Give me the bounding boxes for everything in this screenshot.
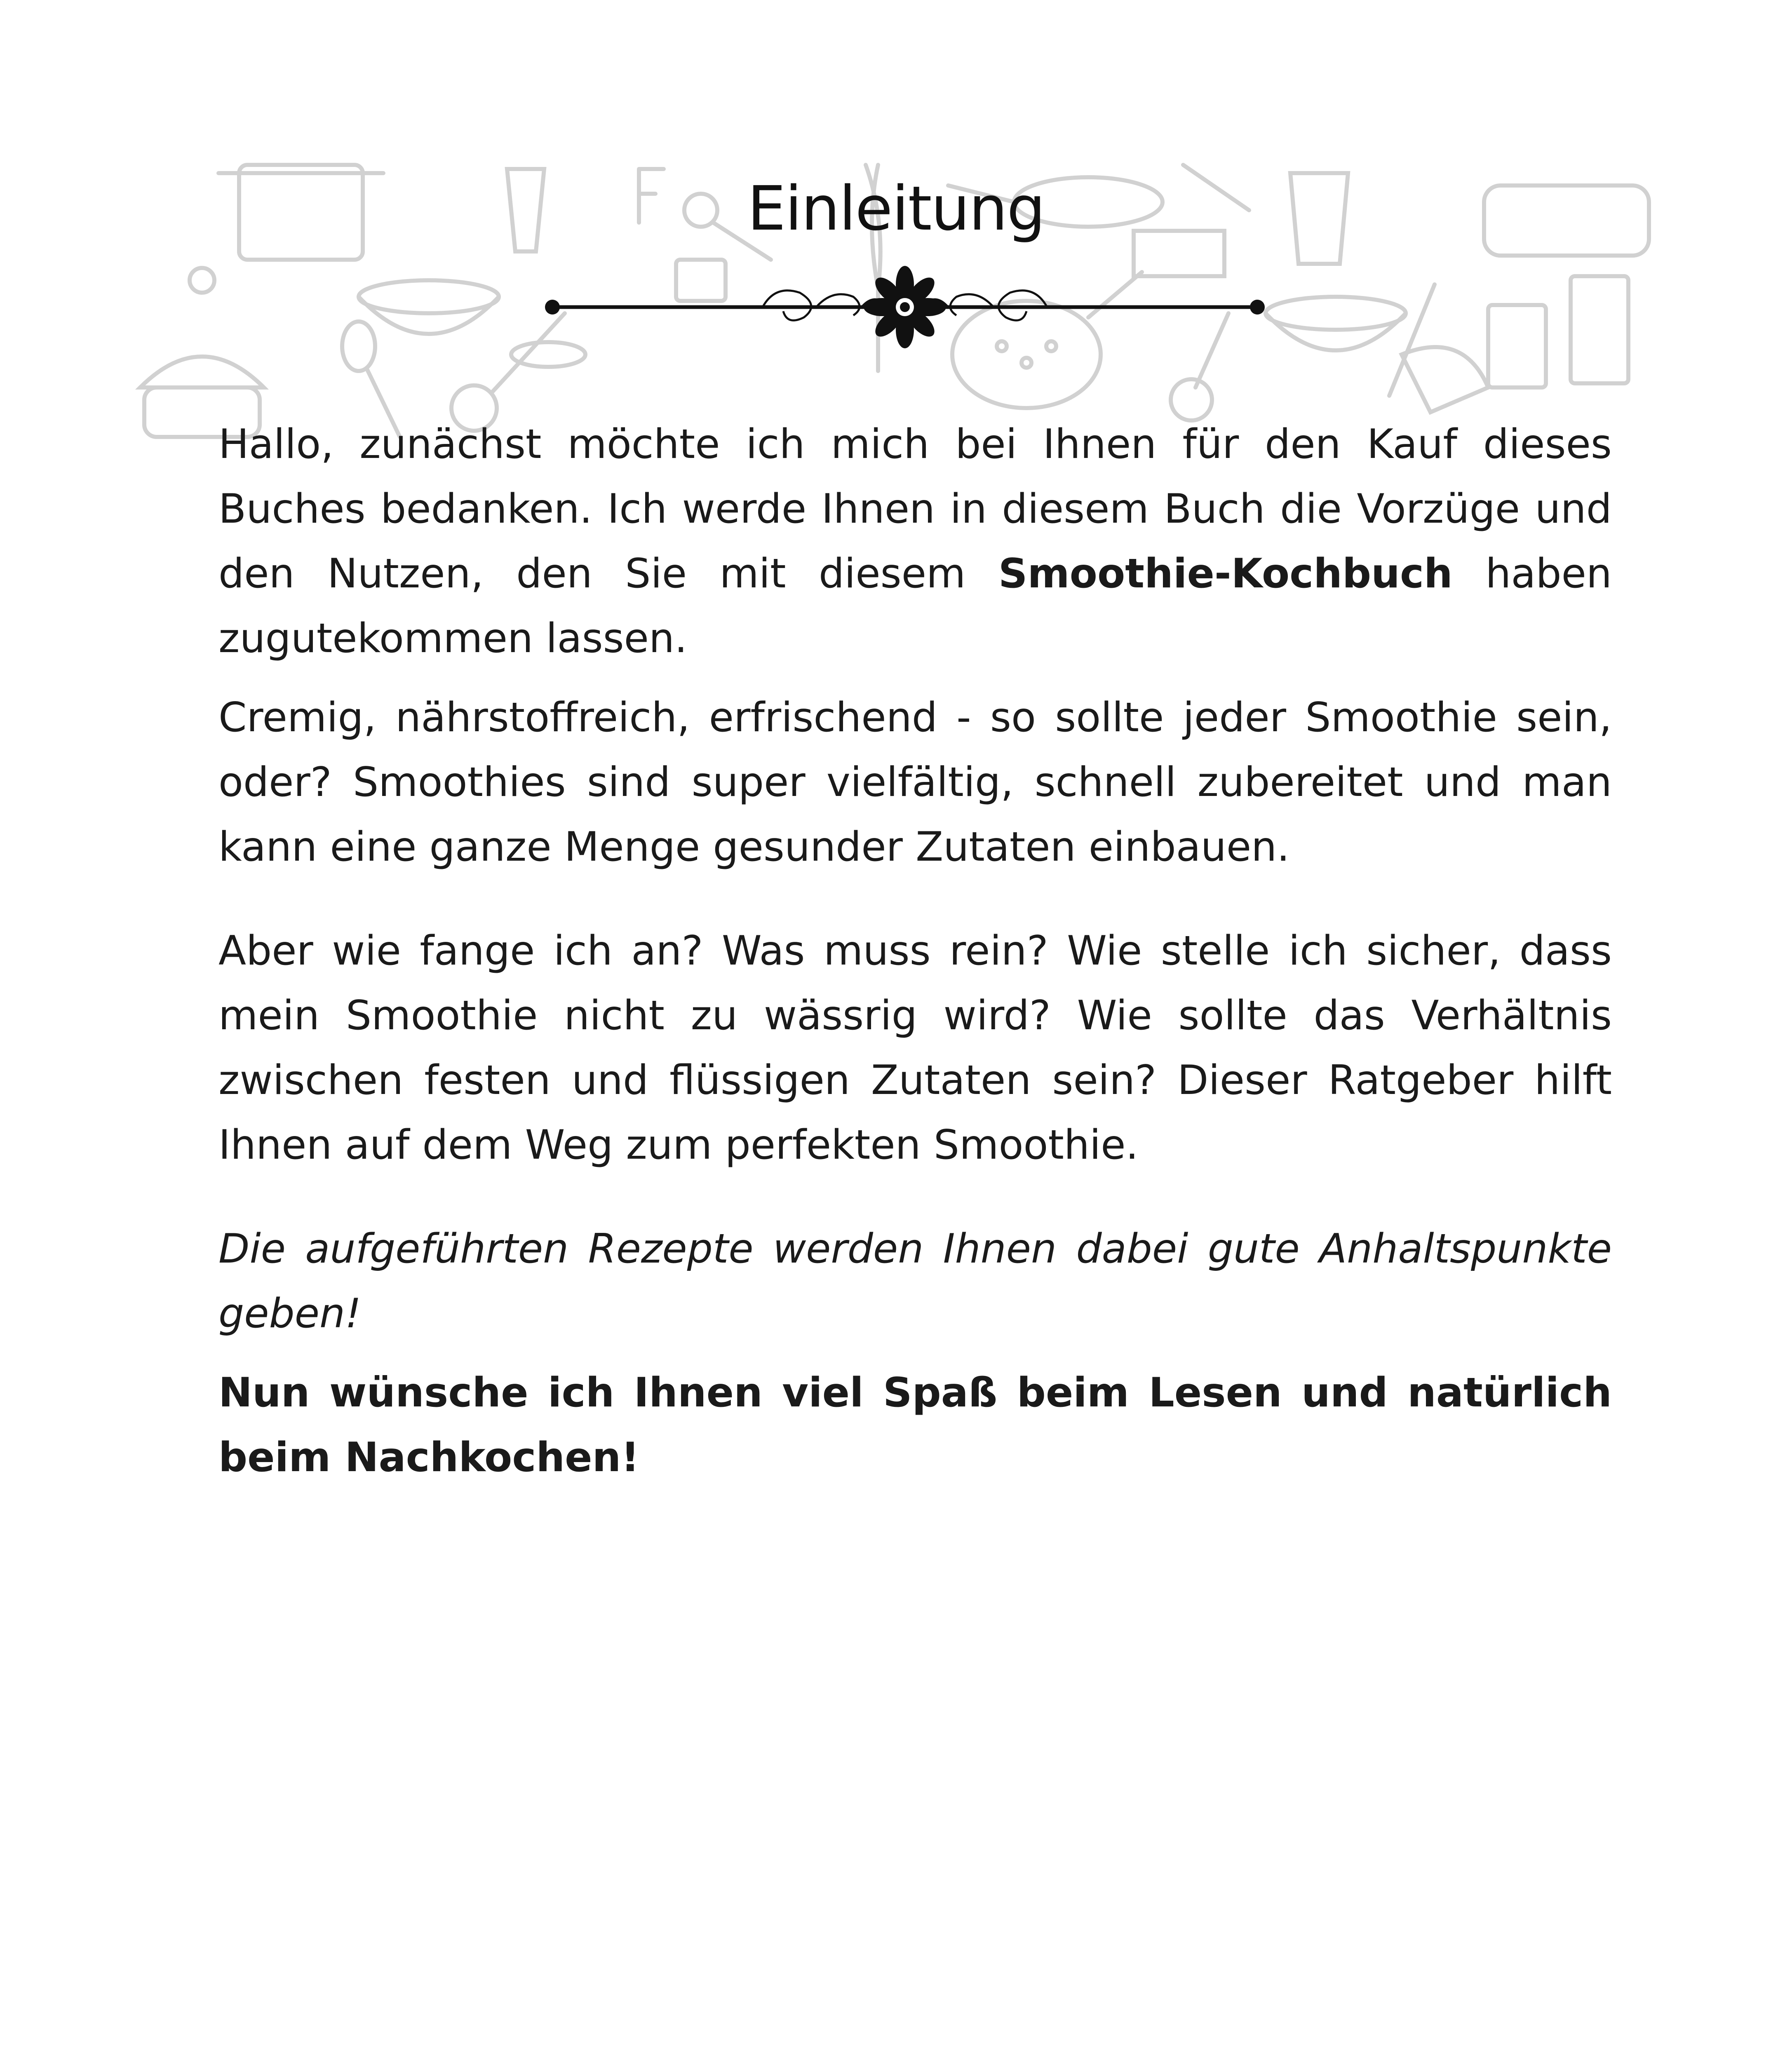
flourish-divider-icon	[536, 264, 1274, 371]
paragraph-greeting	[218, 412, 1612, 671]
paragraph-smoothie-intro: Cremig, nährstoffreich, erfrischend - so sollte jeder Smoothie sein, oder? Smoothies sind super vielfältig, schnell zubereitet und man kann eine ganze Menge gesunder Zutaten einbauen.	[218, 694, 1612, 871]
paragraph-greeting-end: haben zugutekommen lassen.	[218, 550, 1612, 662]
paragraph-questions: Aber wie fange ich an? Was muss rein? Wie stelle ich sicher, dass mein Smoothie nicht zu wässrig wird? Wie sollte das Verhältnis zwischen festen und flüssigen Zutaten sein? Dieser Ratgeber hilft Ihnen auf dem Weg zum perfekten Smoothie.	[218, 927, 1612, 1169]
intro-text	[218, 412, 1612, 1490]
paragraph-greeting-text: Hallo, zunächst möchte ich mich bei Ihnen für den Kauf dieses Buches bedanken. Ich werde Ihnen in diesem Buch die Vorzüge und den Nutzen, den Sie mit diesem	[218, 421, 1612, 597]
page-title: Einleitung	[747, 173, 1045, 244]
paragraph-closing-bold: Nun wünsche ich Ihnen viel Spaß beim Lesen und natürlich beim Nachkochen!	[218, 1369, 1612, 1481]
book-title-bold: Smoothie-Kochbuch	[998, 550, 1453, 597]
paragraph-recipes-italic: Die aufgeführten Rezepte werden Ihnen dabei gute Anhaltspunkte geben!	[218, 1225, 1612, 1337]
